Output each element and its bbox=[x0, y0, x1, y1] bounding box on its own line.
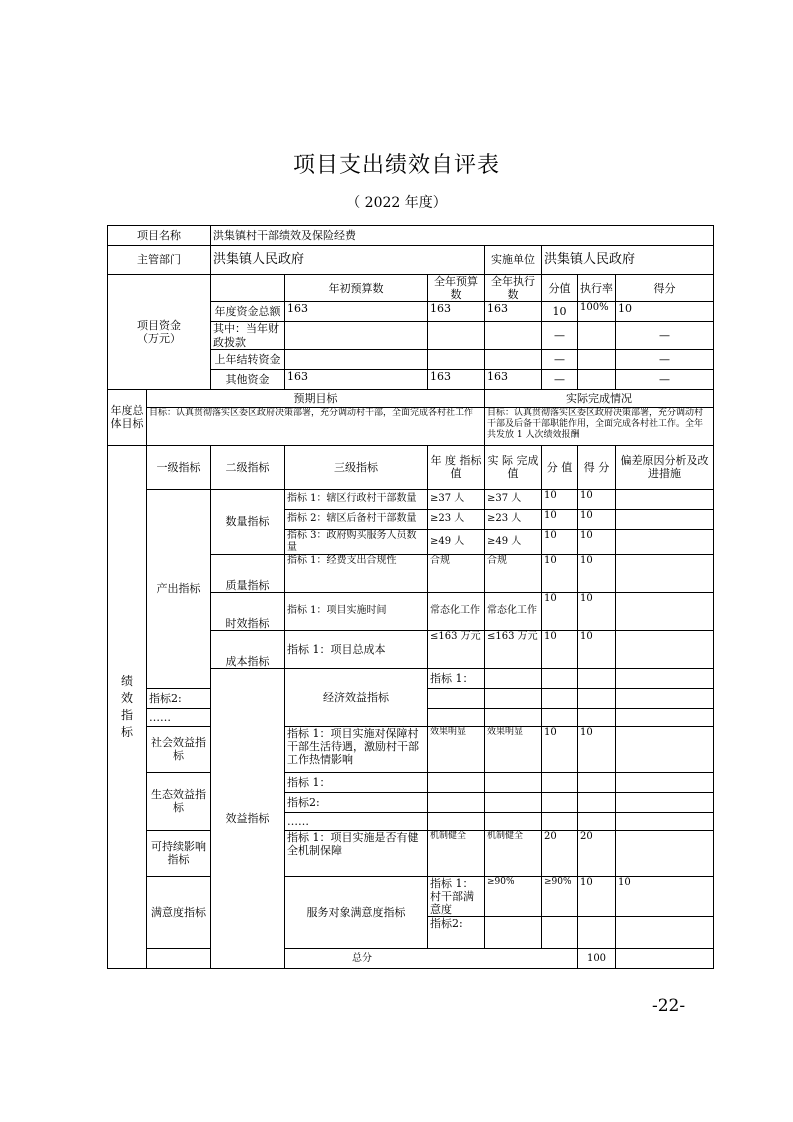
indicator-target: ≥23 人 bbox=[428, 509, 485, 529]
indicator-deviation bbox=[616, 554, 714, 592]
indicator-target bbox=[428, 772, 485, 792]
indicator-actual: ≥23 人 bbox=[485, 509, 542, 529]
indicator-score bbox=[578, 688, 616, 708]
indicator-value: 10 bbox=[542, 554, 578, 592]
funds-rate bbox=[578, 369, 616, 389]
dept-label: 主管部门 bbox=[108, 246, 211, 275]
funds-score-value: — bbox=[542, 322, 578, 349]
funds-row-label: 其他资金 bbox=[211, 369, 285, 389]
total-blank bbox=[616, 949, 714, 969]
funds-label-line1: 项目资金 bbox=[137, 318, 181, 332]
funds-score-value: — bbox=[542, 369, 578, 389]
funds-rate bbox=[578, 349, 616, 369]
indicator-name: 指标 1：项目实施是否有健全机制保障 bbox=[285, 830, 428, 876]
indicator-value: 10 bbox=[542, 726, 578, 772]
indicator-actual bbox=[542, 917, 578, 949]
indicator-deviation bbox=[616, 812, 714, 830]
indicator-score: 10 bbox=[578, 592, 616, 630]
indicator-target: 机制健全 bbox=[428, 830, 485, 876]
funds-header-score-value: 分值 bbox=[542, 275, 578, 302]
indicator-value: 20 bbox=[542, 830, 578, 876]
satisfaction-indicators-label: 满意度指标 bbox=[147, 876, 211, 949]
sustainability-indicators-label: 可持续影响指标 bbox=[147, 830, 211, 876]
indicator-target: ≥37 人 bbox=[428, 489, 485, 509]
indicator-actual: ≤163 万元 bbox=[485, 630, 542, 668]
indicator-deviation bbox=[616, 688, 714, 708]
indicator-name: 指标2: bbox=[285, 792, 428, 812]
funds-rate: 100% bbox=[578, 302, 616, 322]
indicator-value bbox=[542, 772, 578, 792]
funds-initial bbox=[285, 349, 428, 369]
indicator-actual bbox=[485, 688, 542, 708]
funds-annual: 163 bbox=[428, 369, 485, 389]
indicator-value bbox=[578, 668, 616, 688]
indicator-value: 10 bbox=[578, 876, 616, 917]
indicator-score: 10 bbox=[578, 529, 616, 554]
indicator-actual bbox=[485, 708, 542, 726]
indicator-score bbox=[578, 792, 616, 812]
funds-annual bbox=[428, 322, 485, 349]
quality-indicators-label: 质量指标 bbox=[211, 554, 285, 592]
indicator-value bbox=[542, 792, 578, 812]
funds-label bbox=[108, 275, 211, 390]
indicator-score bbox=[616, 917, 714, 949]
quantity-indicators-label: 数量指标 bbox=[211, 489, 285, 554]
funds-executed: 163 bbox=[485, 302, 542, 322]
funds-row-label: 年度资金总额 bbox=[211, 302, 285, 322]
expected-goal-header: 预期目标 bbox=[147, 389, 485, 407]
indicator-deviation bbox=[616, 772, 714, 792]
funds-initial: 163 bbox=[285, 369, 428, 389]
economic-indicators-label: 经济效益指标 bbox=[285, 668, 428, 726]
indicator-value bbox=[542, 708, 578, 726]
indicator-target: 效果明显 bbox=[428, 726, 485, 772]
funds-score: — bbox=[616, 349, 714, 369]
total-label: 总分 bbox=[147, 949, 578, 969]
project-name-label: 项目名称 bbox=[108, 226, 211, 246]
time-indicators-label: 时效指标 bbox=[211, 592, 285, 630]
indicator-score: 10 bbox=[578, 554, 616, 592]
indicator-deviation bbox=[616, 529, 714, 554]
indicator-actual: 效果明显 bbox=[485, 726, 542, 772]
indicator-value: 10 bbox=[542, 509, 578, 529]
header-level1: 一级指标 bbox=[147, 445, 211, 489]
indicator-target: ≥49 人 bbox=[428, 529, 485, 554]
indicator-target: 合规 bbox=[428, 554, 485, 592]
indicator-name: 指标 3：政府购买服务人员数量 bbox=[285, 529, 428, 554]
indicator-target: 常态化工作 bbox=[428, 592, 485, 630]
funds-header-executed: 全年执行数 bbox=[485, 275, 542, 302]
dept-value: 洪集镇人民政府 bbox=[211, 246, 485, 275]
funds-header-blank bbox=[211, 275, 285, 302]
indicator-deviation bbox=[616, 630, 714, 668]
page-subtitle: （ 2022 年度） bbox=[346, 195, 447, 211]
total-value: 100 bbox=[578, 949, 616, 969]
benefit-indicators-label: 效益指标 bbox=[211, 668, 285, 969]
indicator-deviation bbox=[616, 509, 714, 529]
impl-label: 实施单位 bbox=[485, 246, 542, 275]
indicator-deviation bbox=[616, 830, 714, 876]
indicator-actual bbox=[485, 792, 542, 812]
indicator-actual: 机制健全 bbox=[485, 830, 542, 876]
output-indicators-label: 产出指标 bbox=[147, 489, 211, 688]
header-level2: 二级指标 bbox=[211, 445, 285, 489]
indicator-actual: 常态化工作 bbox=[485, 592, 542, 630]
indicator-score: 10 bbox=[578, 509, 616, 529]
indicator-target: ≥90% bbox=[485, 876, 542, 917]
header-score-value: 分 值 bbox=[542, 445, 578, 489]
indicator-deviation bbox=[616, 726, 714, 772]
indicator-deviation bbox=[616, 708, 714, 726]
indicator-name: 指标 1：项目实施对保障村干部生活待遇，激励村干部工作热情影响 bbox=[285, 726, 428, 772]
indicator-target bbox=[485, 917, 542, 949]
indicator-name: 指标 1：经费支出合规性 bbox=[285, 554, 428, 592]
indicator-name: …… bbox=[285, 812, 428, 830]
indicator-value bbox=[578, 917, 616, 949]
indicator-value: 10 bbox=[542, 592, 578, 630]
indicator-score bbox=[578, 812, 616, 830]
ecological-indicators-label: 生态效益指标 bbox=[147, 772, 211, 830]
header-target: 年 度 指标值 bbox=[428, 445, 485, 489]
indicator-target bbox=[485, 668, 542, 688]
funds-annual bbox=[428, 349, 485, 369]
indicator-value: 10 bbox=[542, 529, 578, 554]
indicator-score: 10 bbox=[616, 876, 714, 917]
project-name-value: 洪集镇村干部绩效及保险经费 bbox=[211, 226, 714, 246]
indicator-actual bbox=[485, 772, 542, 792]
funds-row-label: 上年结转资金 bbox=[211, 349, 285, 369]
impl-value: 洪集镇人民政府 bbox=[542, 246, 714, 275]
indicator-name: 指标 1：村干部满意度 bbox=[428, 876, 485, 917]
indicator-target bbox=[428, 688, 485, 708]
indicator-value: 10 bbox=[542, 630, 578, 668]
indicator-target bbox=[428, 708, 485, 726]
funds-annual: 163 bbox=[428, 302, 485, 322]
funds-score: — bbox=[616, 369, 714, 389]
indicator-deviation bbox=[616, 489, 714, 509]
indicator-actual: 合规 bbox=[485, 554, 542, 592]
funds-executed bbox=[485, 349, 542, 369]
service-satisfaction-label: 服务对象满意度指标 bbox=[285, 876, 428, 949]
header-score: 得 分 bbox=[578, 445, 616, 489]
indicator-name: 指标 2：辖区后备村干部数量 bbox=[285, 509, 428, 529]
indicator-name: 指标2: bbox=[428, 917, 485, 949]
indicator-name: 指标 1：辖区行政村干部数量 bbox=[285, 489, 428, 509]
indicators-side-label: 绩效指标 bbox=[108, 445, 147, 969]
funds-label-line2: （万元） bbox=[137, 331, 181, 345]
indicator-value: 10 bbox=[542, 489, 578, 509]
funds-header-annual: 全年预算数 bbox=[428, 275, 485, 302]
indicator-value bbox=[542, 688, 578, 708]
funds-header-score: 得分 bbox=[616, 275, 714, 302]
indicator-name: 指标 1： bbox=[285, 772, 428, 792]
indicator-deviation bbox=[616, 792, 714, 812]
indicator-score bbox=[578, 772, 616, 792]
indicator-deviation bbox=[616, 592, 714, 630]
funds-executed: 163 bbox=[485, 369, 542, 389]
funds-header-initial: 年初预算数 bbox=[285, 275, 428, 302]
indicator-target bbox=[428, 812, 485, 830]
cost-indicators-label: 成本指标 bbox=[211, 630, 285, 668]
indicator-name: 指标 1：项目实施时间 bbox=[285, 592, 428, 630]
funds-rate bbox=[578, 322, 616, 349]
indicator-name: 指标 1： bbox=[428, 668, 485, 688]
funds-score-value: — bbox=[542, 349, 578, 369]
expected-goal-text: 目标：认真贯彻落实区委区政府决策部署，充分调动村干部，全面完成各村社工作 bbox=[147, 407, 485, 445]
indicator-name: 指标2: bbox=[147, 688, 211, 708]
indicator-score: 10 bbox=[578, 489, 616, 509]
funds-score-value: 10 bbox=[542, 302, 578, 322]
indicator-score bbox=[578, 708, 616, 726]
goals-label: 年度总体目标 bbox=[108, 389, 147, 445]
indicator-value bbox=[542, 812, 578, 830]
indicator-target bbox=[428, 792, 485, 812]
actual-goal-header: 实际完成情况 bbox=[485, 389, 714, 407]
page-title: 项目支出绩效自评表 bbox=[292, 153, 500, 178]
funds-row-label: 其中：当年财政拨款 bbox=[211, 322, 285, 349]
indicator-actual: ≥49 人 bbox=[485, 529, 542, 554]
header-level3: 三级指标 bbox=[285, 445, 428, 489]
indicator-score: 10 bbox=[578, 630, 616, 668]
funds-initial: 163 bbox=[285, 302, 428, 322]
funds-executed bbox=[485, 322, 542, 349]
self-evaluation-table bbox=[107, 225, 714, 969]
indicator-actual: ≥90% bbox=[542, 876, 578, 917]
indicator-score: 10 bbox=[578, 726, 616, 772]
funds-score: 10 bbox=[616, 302, 714, 322]
funds-score: — bbox=[616, 322, 714, 349]
header-actual: 实 际 完成值 bbox=[485, 445, 542, 489]
page-number: -22- bbox=[652, 996, 686, 1016]
indicator-name: …… bbox=[147, 708, 211, 726]
indicator-score: 20 bbox=[578, 830, 616, 876]
indicator-name: 指标 1：项目总成本 bbox=[285, 630, 428, 668]
indicator-actual: ≥37 人 bbox=[485, 489, 542, 509]
indicator-target: ≤163 万元 bbox=[428, 630, 485, 668]
funds-header-rate: 执行率 bbox=[578, 275, 616, 302]
social-indicators-label: 社会效益指标 bbox=[147, 726, 211, 772]
indicator-score bbox=[616, 668, 714, 688]
funds-initial bbox=[285, 322, 428, 349]
actual-goal-text: 目标：认真贯彻落实区委区政府决策部署，充分调动村干部及后备干部职能作用，全面完成各村社工作。全年共发放 1 人次绩效报酬 bbox=[485, 407, 714, 445]
header-deviation: 偏差原因分析及改进措施 bbox=[616, 445, 714, 489]
indicator-actual bbox=[485, 812, 542, 830]
indicator-actual bbox=[542, 668, 578, 688]
